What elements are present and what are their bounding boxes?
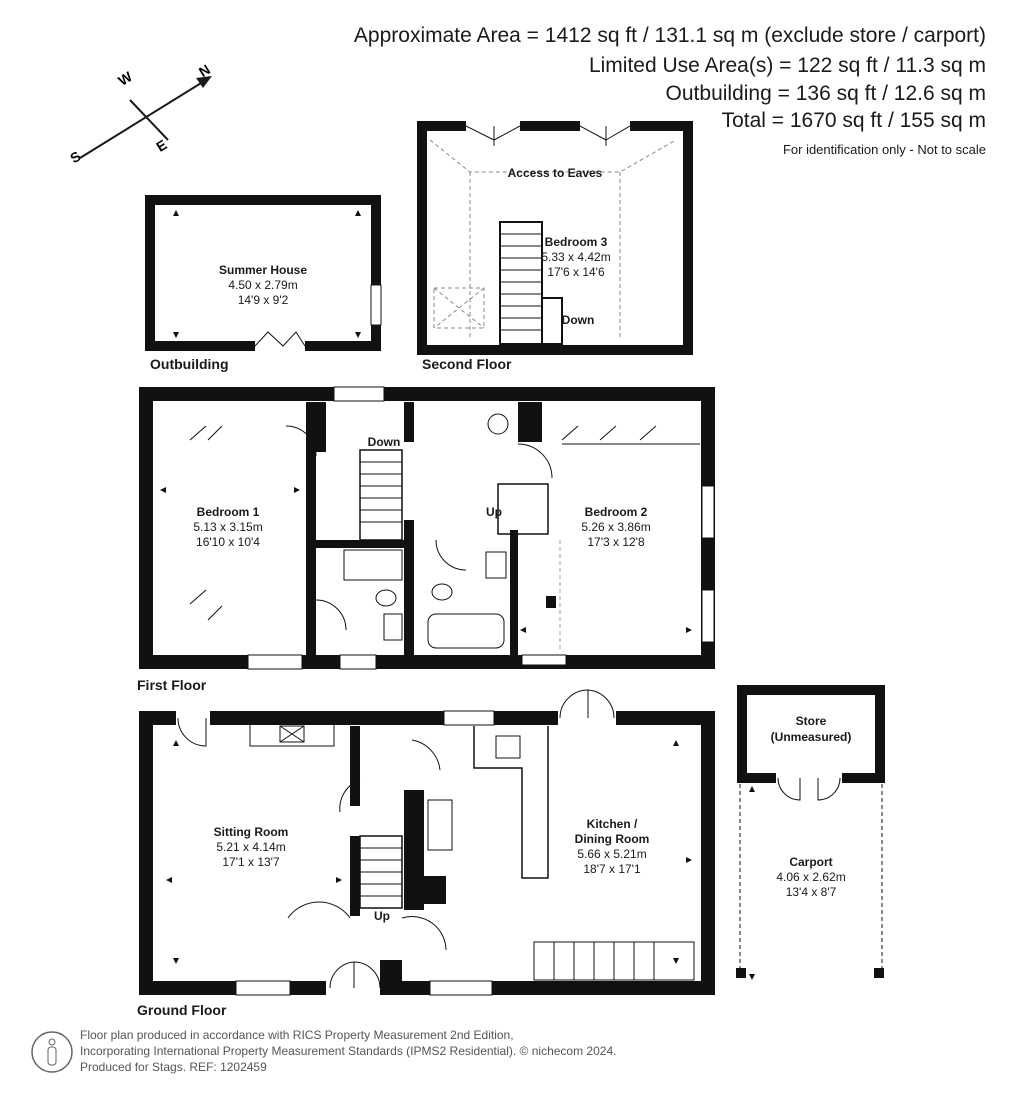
person-scale-icon (32, 1032, 72, 1072)
sitting-room-metric: 5.21 x 4.14m (216, 840, 286, 854)
bedroom2-name: Bedroom 2 (584, 505, 648, 519)
store-name-2: (Unmeasured) (770, 730, 852, 744)
ground-floor-up-label: Up (374, 909, 390, 923)
first-floor-up-label: Up (486, 505, 502, 519)
kitchen-metric: 5.66 x 5.21m (577, 847, 647, 861)
bedroom3-name: Bedroom 3 (544, 235, 608, 249)
compass-n: N (195, 61, 213, 81)
bedroom2-imperial: 17'3 x 12'8 (587, 535, 645, 549)
carport-imperial: 13'4 x 8'7 (785, 885, 837, 899)
footer-line-1: Floor plan produced in accordance with RICS Property Measurement 2nd Edition, (80, 1028, 514, 1042)
bedroom1-name: Bedroom 1 (196, 505, 260, 519)
summer-house-name: Summer House (218, 263, 308, 277)
carport-metric: 4.06 x 2.62m (776, 870, 846, 884)
bedroom1-metric: 5.13 x 3.15m (193, 520, 263, 534)
footer-notes (80, 1027, 616, 1075)
compass-icon (67, 61, 213, 166)
disclaimer-text: For identification only - Not to scale (782, 142, 986, 157)
store-name-1: Store (795, 714, 827, 728)
bedroom3-imperial: 17'6 x 14'6 (547, 265, 605, 279)
approx-area-text: Approximate Area = 1412 sq ft / 131.1 sq m (exclude store / carport) (353, 24, 986, 47)
first-floor-down-label: Down (367, 435, 401, 449)
compass-e: E (153, 136, 170, 155)
bedroom1-imperial: 16'10 x 10'4 (196, 535, 260, 549)
total-area-text: Total = 1670 sq ft / 155 sq m (721, 109, 986, 132)
kitchen-name-2: Dining Room (574, 832, 650, 846)
sitting-room-imperial: 17'1 x 13'7 (222, 855, 280, 869)
compass-w: W (115, 68, 135, 89)
summer-house-metric: 4.50 x 2.79m (228, 278, 298, 292)
kitchen-name-1: Kitchen / (586, 817, 638, 831)
second-floor-label: Second Floor (422, 356, 512, 372)
sitting-room-name: Sitting Room (213, 825, 289, 839)
summer-house-imperial: 14'9 x 9'2 (237, 293, 289, 307)
carport-name: Carport (789, 855, 833, 869)
second-floor-down-label: Down (561, 313, 595, 327)
footer-line-2: Incorporating International Property Measurement Standards (IPMS2 Residential). © nichecom 2024. (80, 1044, 617, 1058)
bedroom2-metric: 5.26 x 3.86m (581, 520, 651, 534)
limited-use-text: Limited Use Area(s) = 122 sq ft / 11.3 sq m (588, 54, 986, 77)
compass-s: S (67, 147, 84, 167)
ground-floor-label: Ground Floor (137, 1002, 227, 1018)
eaves-label: Access to Eaves (507, 166, 603, 180)
outbuilding-label: Outbuilding (150, 356, 229, 372)
kitchen-imperial: 18'7 x 17'1 (583, 862, 641, 876)
footer-line-3: Produced for Stags. REF: 1202459 (80, 1060, 267, 1074)
outbuilding-area-text: Outbuilding = 136 sq ft / 12.6 sq m (665, 82, 986, 105)
bedroom3-metric: 5.33 x 4.42m (541, 250, 611, 264)
first-floor-label: First Floor (137, 677, 207, 693)
